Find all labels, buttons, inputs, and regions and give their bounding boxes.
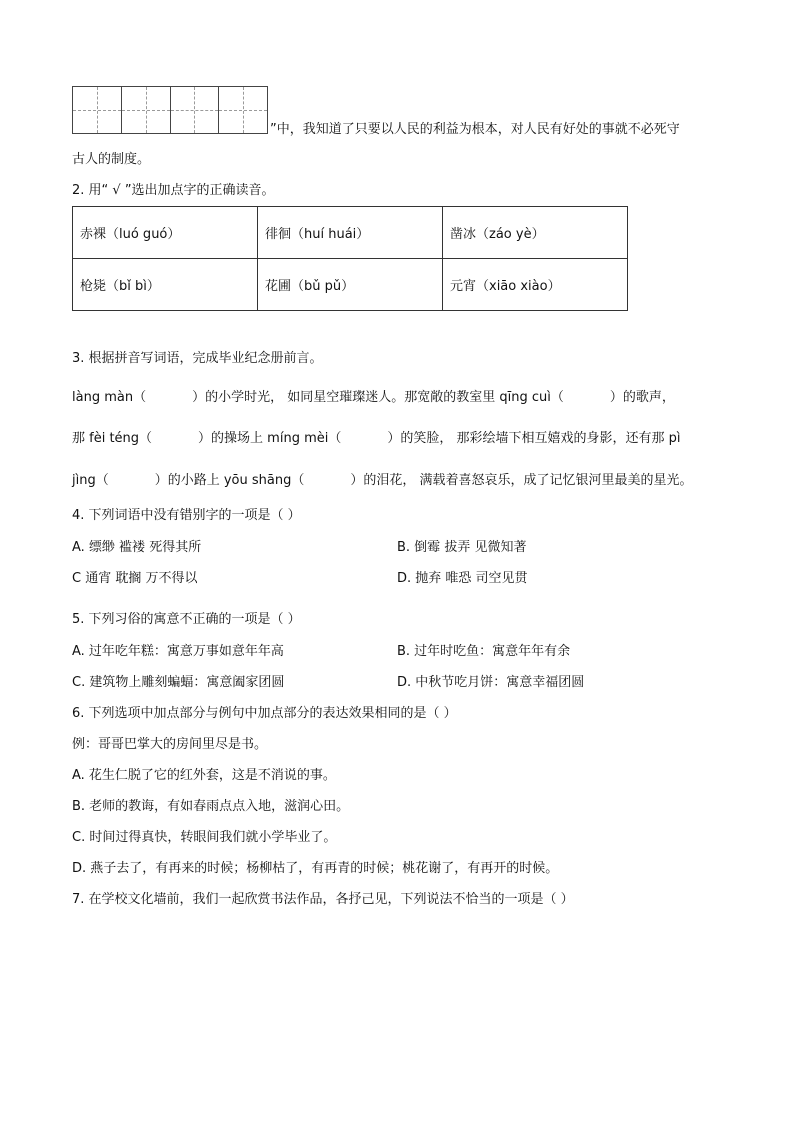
- grid-cell[interactable]: [73, 87, 121, 133]
- q3-text: ）的小路上 yōu shāng（: [154, 473, 305, 488]
- table-row: [73, 207, 628, 259]
- q3-line1: [72, 391, 675, 404]
- q3-text: ）的小学时光， 如同星空璀璨迷人。那宽敞的教室里 qīng cuì（: [192, 390, 564, 405]
- q6-option-a[interactable]: A. 花生仁脱了它的红外套，这是不消说的事。: [72, 768, 336, 783]
- q3-line3: [72, 474, 692, 487]
- q5-option-a[interactable]: A. 过年吃年糕：寓意万事如意年年高: [72, 644, 284, 659]
- q5-option-d[interactable]: D. 中秋节吃月饼：寓意幸福团圆: [397, 675, 585, 690]
- table-cell[interactable]: 元宵（xiāo xiào）: [443, 259, 628, 311]
- q6-stem: 6. 下列选项中加点部分与例句中加点部分的表达效果相同的是（ ）: [72, 706, 457, 721]
- q3-text: ）的泪花， 满载着喜怒哀乐，成了记忆银河里最美的星光。: [350, 473, 693, 488]
- table-cell[interactable]: 凿冰（záo yè）: [443, 207, 628, 259]
- pinyin-table: [72, 206, 628, 311]
- q4-option-b[interactable]: B. 倒霉 拔弄 见微知著: [397, 540, 527, 555]
- q3-text: 那 fèi téng（: [72, 431, 153, 446]
- q3-text: làng màn（: [72, 390, 147, 405]
- q6-example: 例：哥哥巴掌大的房间里尽是书。: [72, 737, 268, 752]
- q7-stem: 7. 在学校文化墙前，我们一起欣赏书法作品，各抒己见，下列说法不恰当的一项是（ ）: [72, 892, 574, 907]
- q2-stem: 2. 用“ √ ”选出加点字的正确读音。: [72, 183, 275, 198]
- q5-option-c[interactable]: C. 建筑物上雕刻蝙蝠：寓意阖家团圆: [72, 675, 285, 690]
- table-row: [73, 259, 628, 311]
- q1-text-line2: 古人的制度。: [72, 152, 151, 167]
- grid-cell[interactable]: [121, 87, 170, 133]
- grid-cell[interactable]: [170, 87, 219, 133]
- q3-text: ）的操场上 míng mèi（: [198, 431, 342, 446]
- q4-option-d[interactable]: D. 抛弃 唯恐 司空见贯: [397, 571, 528, 586]
- q3-text: ）的笑脸， 那彩绘墙下相互嬉戏的身影，还有那 pì: [387, 431, 681, 446]
- q6-option-c[interactable]: C. 时间过得真快，转眼间我们就小学毕业了。: [72, 830, 337, 845]
- table-cell[interactable]: 徘徊（huí huái）: [258, 207, 443, 259]
- q5-option-b[interactable]: B. 过年时吃鱼：寓意年年有余: [397, 644, 571, 659]
- q6-option-d[interactable]: D. 燕子去了，有再来的时候；杨柳枯了，有再青的时候；桃花谢了，有再开的时候。: [72, 861, 559, 876]
- q6-option-b[interactable]: B. 老师的教诲，有如春雨点点入地，滋润心田。: [72, 799, 350, 814]
- q3-text: ）的歌声，: [609, 390, 675, 405]
- q3-line2: [72, 432, 681, 445]
- table-cell[interactable]: 花圃（bǔ pǔ）: [258, 259, 443, 311]
- writing-grid[interactable]: [72, 86, 268, 134]
- grid-cell[interactable]: [218, 87, 267, 133]
- q3-text: jìng（: [72, 473, 109, 488]
- q5-stem: 5. 下列习俗的寓意不正确的一项是（ ）: [72, 612, 301, 627]
- q4-option-c[interactable]: C 通宵 耽搁 万不得以: [72, 571, 198, 586]
- q4-stem: 4. 下列词语中没有错别字的一项是（ ）: [72, 508, 301, 523]
- q1-text-line1: ”中，我知道了只要以人民的利益为根本，对人民有好处的事就不必死守: [270, 122, 680, 137]
- table-cell[interactable]: 枪毙（bǐ bì）: [73, 259, 258, 311]
- q4-option-a[interactable]: A. 缥缈 褴褛 死得其所: [72, 540, 202, 555]
- table-cell[interactable]: 赤裸（luó guó）: [73, 207, 258, 259]
- q3-stem: 3. 根据拼音写词语，完成毕业纪念册前言。: [72, 351, 323, 366]
